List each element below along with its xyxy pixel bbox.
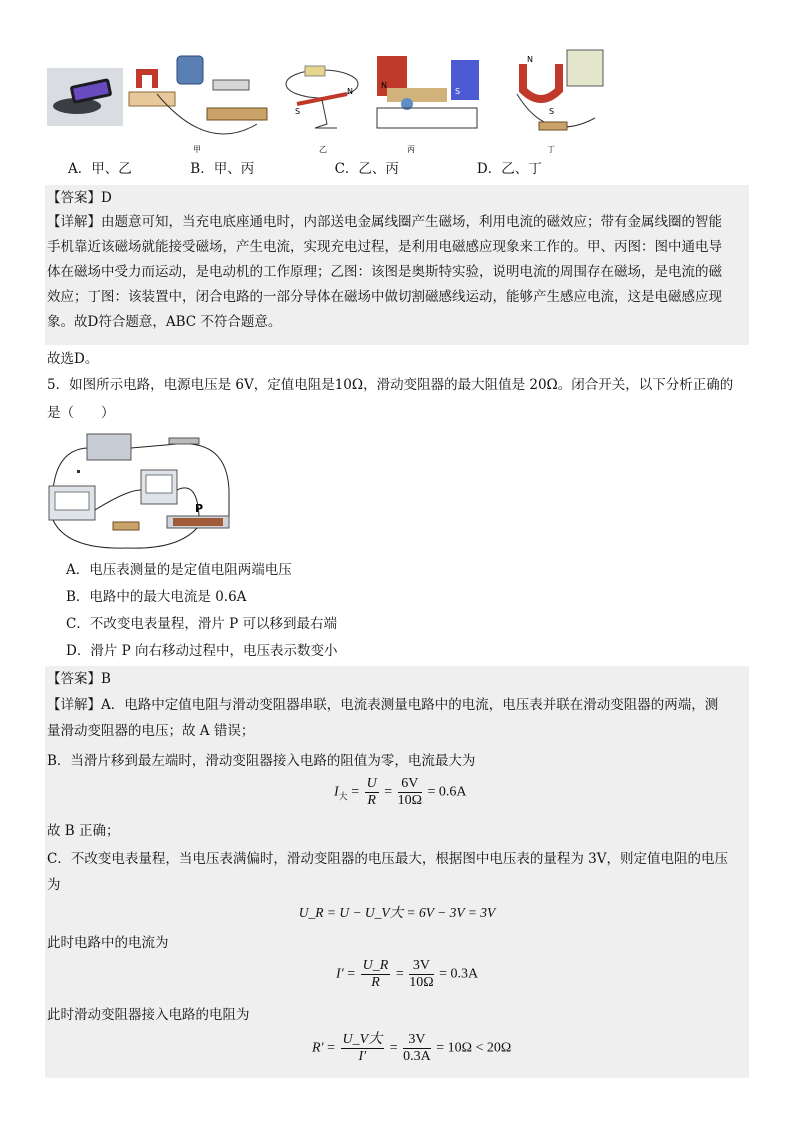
q5-stem-line-1: 5．如图所示电路，电源电压是 6V，定值电阻是10Ω，滑动变阻器的最大阻值是 20Ω。闭合开关，以下分析正确的 bbox=[47, 377, 734, 393]
figure-ding bbox=[517, 50, 603, 154]
q5-option-a: A．电压表测量的是定值电阻两端电压 bbox=[66, 562, 292, 578]
svg-text:N: N bbox=[381, 81, 387, 90]
q5-detail-b-2: 故 B 正确； bbox=[47, 823, 120, 839]
figure-bing bbox=[377, 56, 479, 154]
q4-option-c: C．乙、丙 bbox=[334, 161, 399, 177]
q5-option-d: D．滑片 P 向右移动过程中，电压表示数变小 bbox=[66, 643, 338, 659]
q4-options bbox=[68, 158, 748, 180]
q4-conclusion: 故选D。 bbox=[47, 351, 99, 367]
q4-detail-line-5: 象。故D符合题意，ABC 不符合题意。 bbox=[47, 314, 282, 330]
q4-detail-line-3: 体在磁场中受力而运动，是电动机的工作原理；乙图：该图是奥斯特实验，说明电流的周围存在磁场，是电流的磁 bbox=[47, 264, 722, 280]
figure-label-bing: 丙 bbox=[407, 145, 415, 154]
q5-detail-c-4: 此时滑动变阻器接入电路的电阻为 bbox=[47, 1007, 250, 1023]
q4-option-a: A．甲、乙 bbox=[68, 161, 132, 177]
q4-detail-line-1: 【详解】由题意可知，当充电底座通电时，内部送电金属线圈产生磁场，利用电流的磁效应；带有金属线圈的智能 bbox=[47, 214, 722, 230]
q4-answer: 【答案】D bbox=[47, 190, 112, 206]
q5-detail-a-1: 【详解】A．电路中定值电阻与滑动变阻器串联，电流表测量电路中的电流，电压表并联在滑动变阻器的两端，测 bbox=[47, 697, 719, 713]
q5-detail-c-2: 为 bbox=[47, 877, 61, 893]
q5-formula-c2: I′ = $\frac{U\_R}{R}$ = $\frac{3V}{10\Omega}$ = 0.3A bbox=[336, 958, 479, 990]
q5-formula-b: $I_大$ = $\frac{U}{R}$ = $\frac{6V}{10\Omega}$ = 0.6A bbox=[334, 776, 467, 808]
figure-label-jia: 甲 bbox=[193, 145, 201, 154]
figure-label-yi: 乙 bbox=[319, 145, 327, 154]
figure-yi bbox=[286, 66, 358, 154]
q5-option-c: C．不改变电表量程，滑片 P 可以移到最右端 bbox=[66, 616, 337, 632]
q4-option-b: B．甲、丙 bbox=[190, 161, 255, 177]
q5-slider-label: P bbox=[195, 502, 204, 515]
q4-option-d: D．乙、丁 bbox=[476, 161, 542, 177]
q4-detail-line-2: 手机靠近该磁场就能接受磁场，产生电流，实现充电过程，是利用电磁感应现象来工作的。甲、丙图：图中通电导 bbox=[47, 239, 722, 255]
wireless-charger-photo bbox=[47, 68, 123, 126]
figure-label-ding: 丁 bbox=[547, 145, 555, 154]
q5-answer: 【答案】B bbox=[47, 671, 111, 687]
q5-detail-c-1: C．不改变电表量程，当电压表满偏时，滑动变阻器的电压最大，根据图中电压表的量程为 3V，则定值电阻的电压 bbox=[47, 851, 728, 867]
svg-text:S: S bbox=[455, 87, 461, 96]
svg-text:N: N bbox=[527, 55, 533, 64]
svg-text:S: S bbox=[549, 107, 555, 116]
figure-jia bbox=[129, 56, 267, 154]
q5-formula-c3: R′ = $\frac{\text{U\_V大}}{I'}$ = $\frac{3V}{0.3A}$ = 10Ω < 20Ω bbox=[312, 1032, 512, 1064]
q5-formula-c1: U_R = U − U_V大 = 6V − 3V = 3V bbox=[298, 905, 496, 920]
q5-detail-a-2: 量滑动变阻器的电压；故 A 错误； bbox=[47, 723, 255, 739]
q4-figures bbox=[47, 44, 647, 156]
q5-detail-b-1: B．当滑片移到最左端时，滑动变阻器接入电路的阻值为零，电流最大为 bbox=[47, 753, 476, 769]
q5-option-b: B．电路中的最大电流是 0.6A bbox=[66, 589, 247, 605]
q4-detail-line-4: 效应；丁图：该装置中，闭合电路的一部分导体在磁场中做切割磁感线运动，能够产生感应电流，这是电磁感应现 bbox=[47, 289, 722, 305]
q5-stem-line-2: 是（ ） bbox=[47, 405, 115, 421]
q5-detail-c-3: 此时电路中的电流为 bbox=[47, 935, 169, 951]
svg-text:N: N bbox=[347, 87, 353, 96]
svg-text:S: S bbox=[295, 107, 301, 116]
q5-circuit-figure bbox=[47, 430, 247, 554]
